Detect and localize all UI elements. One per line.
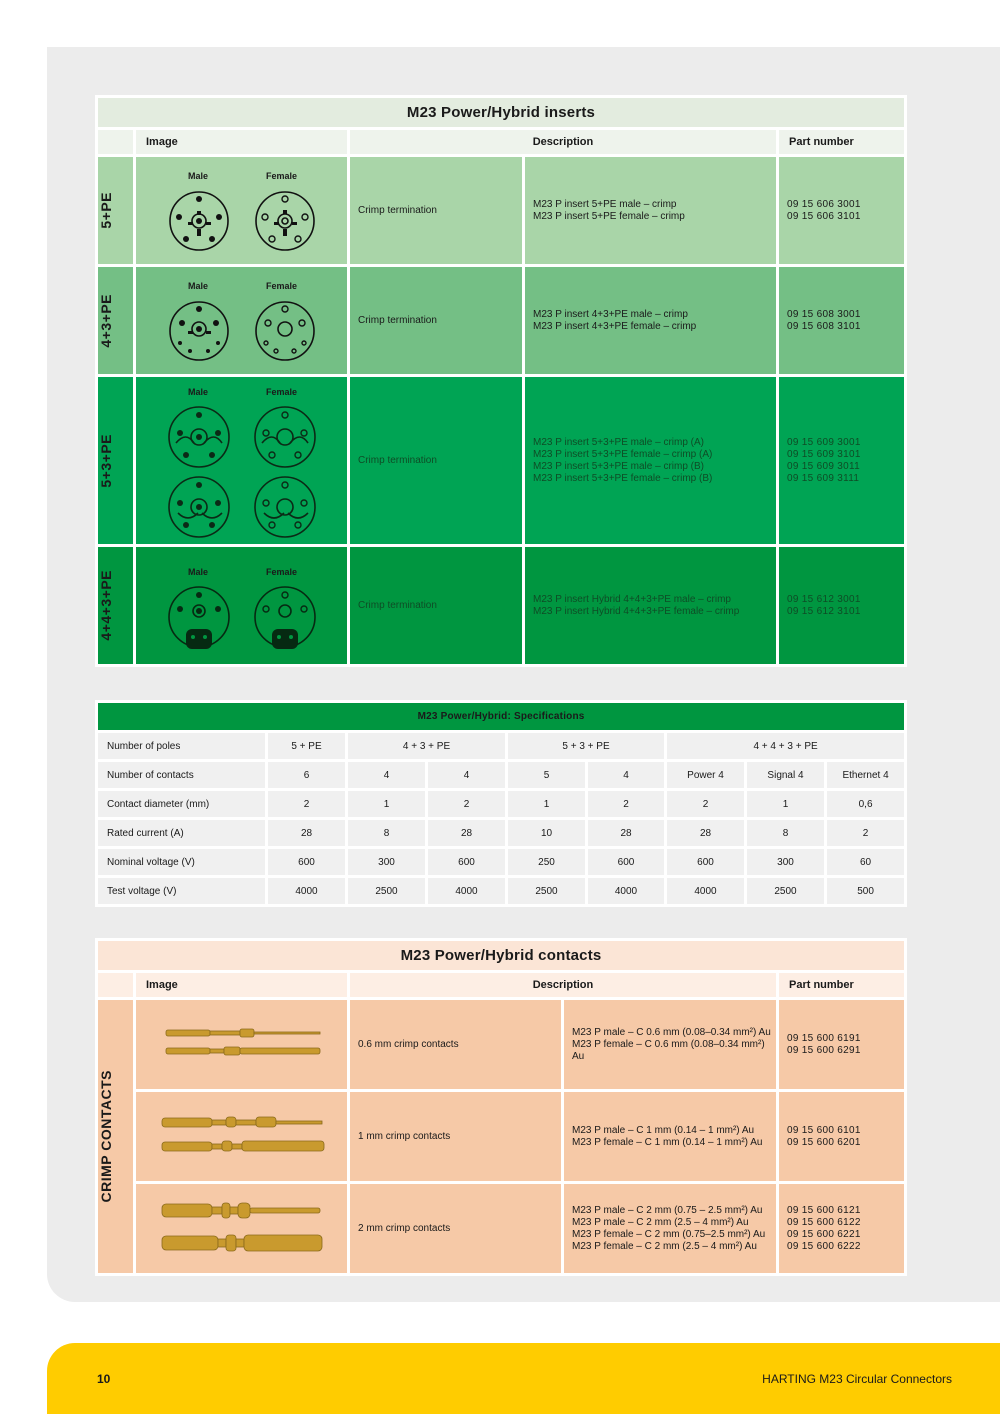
contacts-table [95, 938, 907, 1276]
spec-value: 2 [267, 790, 347, 819]
termination: Crimp termination [349, 546, 524, 666]
contact-1mm-drawing [136, 1092, 344, 1176]
spec-value: 600 [267, 848, 347, 877]
description-cell [524, 546, 778, 666]
contact-name: 1 mm crimp contacts [349, 1091, 563, 1183]
table-row [97, 999, 906, 1091]
spec-value: 1 [347, 790, 427, 819]
part-number-cell [778, 546, 906, 666]
spec-value: 4000 [587, 877, 666, 906]
header-spacer [97, 972, 135, 999]
description-line: M23 P female – C 0.6 mm (0.08–0.34 mm²) Au [572, 1038, 765, 1062]
table-row [97, 790, 906, 819]
contact-image [135, 1091, 349, 1183]
insert-5pe-drawing [166, 189, 326, 253]
spec-value: 8 [746, 819, 826, 848]
description-line: M23 P insert 5+3+PE male – crimp (A) [533, 436, 704, 448]
description-cell [524, 376, 778, 546]
termination: Crimp termination [349, 376, 524, 546]
spec-value: 2 [826, 819, 906, 848]
description-cell [563, 1183, 778, 1275]
spec-label: Rated current (A) [97, 819, 267, 848]
spec-value: 5 + 3 + PE [507, 732, 666, 761]
spec-value: 28 [666, 819, 746, 848]
description-cell [524, 266, 778, 376]
female-label: Female [266, 281, 298, 291]
part-number: 09 15 600 6101 [787, 1124, 861, 1136]
table-row [97, 546, 906, 666]
description-line: M23 P female – C 2 mm (2.5 – 4 mm²) Au [572, 1240, 757, 1252]
part-number: 09 15 600 6191 [787, 1032, 861, 1044]
contact-image [135, 999, 349, 1091]
insert-image [135, 546, 349, 666]
header-description: Description [349, 129, 778, 156]
header-description: Description [349, 972, 778, 999]
table-row [97, 1091, 906, 1183]
spec-label: Contact diameter (mm) [97, 790, 267, 819]
header-part-number: Part number [778, 972, 906, 999]
header-image: Image [135, 129, 349, 156]
part-number: 09 15 600 6221 [787, 1228, 861, 1240]
description-cell [563, 999, 778, 1091]
crimp-contacts-label: CRIMP CONTACTS [98, 1070, 114, 1203]
description-line: M23 P female – C 1 mm (0.14 – 1 mm²) Au [572, 1136, 763, 1148]
contact-name: 2 mm crimp contacts [349, 1183, 563, 1275]
specs-table [95, 700, 907, 907]
description-line: M23 P insert 4+3+PE female – crimp [533, 320, 697, 332]
contacts-title: M23 Power/Hybrid contacts [97, 940, 906, 972]
termination: Crimp termination [349, 266, 524, 376]
description-line: M23 P insert Hybrid 4+4+3+PE female – crimp [533, 605, 740, 617]
spec-value: 6 [267, 761, 347, 790]
insert-image [135, 376, 349, 546]
table-row [97, 732, 906, 761]
spec-value: Ethernet 4 [826, 761, 906, 790]
description-cell [563, 1091, 778, 1183]
spec-value: 4000 [267, 877, 347, 906]
spec-value: 2500 [746, 877, 826, 906]
table-row [97, 376, 906, 546]
table-row [97, 266, 906, 376]
spec-value: 2500 [507, 877, 587, 906]
spec-value: 4000 [666, 877, 746, 906]
description-line: M23 P insert Hybrid 4+4+3+PE male – crimp [533, 593, 731, 605]
contact-name: 0.6 mm crimp contacts [349, 999, 563, 1091]
pole-label: 4+3+PE [98, 293, 114, 348]
part-number: 09 15 608 3101 [787, 320, 861, 332]
description-line: M23 P insert 5+3+PE male – crimp (B) [533, 460, 704, 472]
table-row [97, 156, 906, 266]
spec-value: 300 [347, 848, 427, 877]
description-line: M23 P insert 5+3+PE female – crimp (A) [533, 448, 713, 460]
spec-value: 4 [347, 761, 427, 790]
female-label: Female [266, 387, 298, 397]
table-row [97, 848, 906, 877]
spec-value: 28 [587, 819, 666, 848]
female-label: Female [266, 171, 298, 181]
insert-image [135, 266, 349, 376]
table-row [97, 877, 906, 906]
spec-label: Number of poles [97, 732, 267, 761]
table-row [97, 819, 906, 848]
part-number: 09 15 612 3001 [787, 593, 861, 605]
contact-0-6-drawing [136, 1000, 344, 1084]
insert-43pe-drawing [166, 299, 326, 363]
description-line: M23 P insert 5+PE female – crimp [533, 210, 685, 222]
footer-brand: HARTING M23 Circular Connectors [762, 1372, 952, 1386]
part-number: 09 15 609 3011 [787, 460, 860, 472]
spec-value: 300 [746, 848, 826, 877]
spec-value: 60 [826, 848, 906, 877]
description-line: M23 P insert 5+PE male – crimp [533, 198, 677, 210]
header-spacer [97, 129, 135, 156]
spec-value: 4 [427, 761, 507, 790]
spec-value: Signal 4 [746, 761, 826, 790]
contact-image [135, 1183, 349, 1275]
male-label: Male [188, 171, 209, 181]
spec-value: 1 [507, 790, 587, 819]
page-number: 10 [97, 1372, 111, 1386]
spec-value: 2 [427, 790, 507, 819]
insert-443pe-drawing [166, 585, 326, 653]
description-line: M23 P male – C 2 mm (0.75 – 2.5 mm²) Au [572, 1204, 763, 1216]
description-line: M23 P male – C 1 mm (0.14 – 1 mm²) Au [572, 1124, 755, 1136]
spec-label: Number of contacts [97, 761, 267, 790]
spec-value: 4000 [427, 877, 507, 906]
male-label: Male [188, 387, 209, 397]
spec-value: 5 + PE [267, 732, 347, 761]
spec-value: 1 [746, 790, 826, 819]
female-label: Female [266, 567, 298, 577]
header-image: Image [135, 972, 349, 999]
spec-value: 600 [427, 848, 507, 877]
spec-value: 500 [826, 877, 906, 906]
part-number-cell [778, 376, 906, 546]
part-number: 09 15 600 6291 [787, 1044, 861, 1056]
part-number: 09 15 609 3111 [787, 472, 860, 484]
part-number-cell [778, 1183, 906, 1275]
spec-value: 28 [267, 819, 347, 848]
spec-value: 5 [507, 761, 587, 790]
pole-label: 5+PE [98, 192, 114, 229]
part-number-cell [778, 266, 906, 376]
insert-53pe-drawing [166, 403, 326, 543]
specs-title: M23 Power/Hybrid: Specifications [97, 702, 906, 732]
page-footer [47, 1343, 1000, 1414]
male-label: Male [188, 281, 209, 291]
insert-image [135, 156, 349, 266]
part-number: 09 15 609 3101 [787, 448, 861, 460]
description-line: M23 P insert 5+3+PE female – crimp (B) [533, 472, 713, 484]
inserts-title: M23 Power/Hybrid inserts [97, 97, 906, 129]
table-row [97, 1183, 906, 1275]
inserts-table [95, 95, 907, 667]
spec-value: 28 [427, 819, 507, 848]
description-line: M23 P male – C 0.6 mm (0.08–0.34 mm²) Au [572, 1026, 771, 1038]
spec-value: 600 [666, 848, 746, 877]
description-cell [524, 156, 778, 266]
part-number: 09 15 600 6122 [787, 1216, 861, 1228]
header-part-number: Part number [778, 129, 906, 156]
description-line: M23 P female – C 2 mm (0.75–2.5 mm²) Au [572, 1228, 766, 1240]
spec-label: Test voltage (V) [97, 877, 267, 906]
part-number: 09 15 612 3101 [787, 605, 861, 617]
description-line: M23 P male – C 2 mm (2.5 – 4 mm²) Au [572, 1216, 749, 1228]
part-number: 09 15 608 3001 [787, 308, 861, 320]
spec-value: 2500 [347, 877, 427, 906]
spec-value: 250 [507, 848, 587, 877]
part-number: 09 15 606 3101 [787, 210, 861, 222]
part-number: 09 15 600 6121 [787, 1204, 861, 1216]
spec-value: 600 [587, 848, 666, 877]
spec-value: 4 [587, 761, 666, 790]
part-number-cell [778, 156, 906, 266]
spec-value: 0,6 [826, 790, 906, 819]
contact-2mm-drawing [136, 1184, 344, 1268]
part-number: 09 15 609 3001 [787, 436, 861, 448]
part-number: 09 15 600 6201 [787, 1136, 861, 1148]
spec-value: 4 + 4 + 3 + PE [666, 732, 906, 761]
pole-label: 5+3+PE [98, 433, 114, 488]
spec-value: 10 [507, 819, 587, 848]
termination: Crimp termination [349, 156, 524, 266]
male-label: Male [188, 567, 209, 577]
part-number: 09 15 606 3001 [787, 198, 861, 210]
spec-value: 2 [587, 790, 666, 819]
spec-value: Power 4 [666, 761, 746, 790]
pole-label: 4+4+3+PE [98, 570, 114, 641]
spec-label: Nominal voltage (V) [97, 848, 267, 877]
part-number-cell [778, 999, 906, 1091]
part-number-cell [778, 1091, 906, 1183]
spec-value: 8 [347, 819, 427, 848]
spec-value: 4 + 3 + PE [347, 732, 507, 761]
table-row [97, 761, 906, 790]
description-line: M23 P insert 4+3+PE male – crimp [533, 308, 688, 320]
spec-value: 2 [666, 790, 746, 819]
part-number: 09 15 600 6222 [787, 1240, 861, 1252]
